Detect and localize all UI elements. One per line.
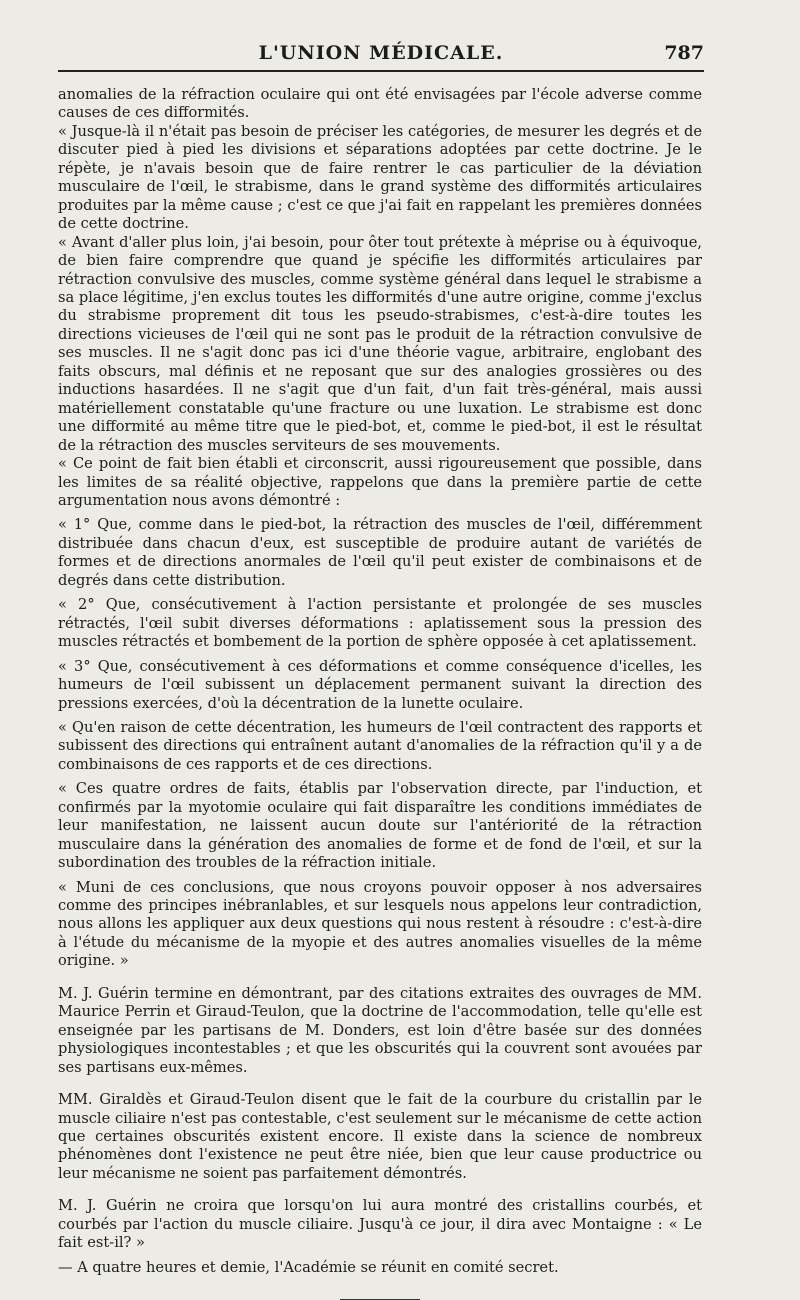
paragraph: « 3° Que, consécutivement à ces déformations et comme conséquence d'icelles, les humeurs de l'œil subissent un déplacement permanent suivant la direction des pressions exercées, d'où la décentration de la lunette oculaire. xyxy=(58,657,702,712)
page-number: 787 xyxy=(664,42,704,64)
paragraph: « Ces quatre ordres de faits, établis par l'observation directe, par l'induction, et confirmés par la myotomie oculaire qui fait disparaître les conditions immédiates de leur manifestation, ne laissent aucun doute sur l'antériorité de la rétraction musculaire dans la génération des anomalies de forme et de fond de l'œil, et sur la subordination des troubles de la réfraction initiale. xyxy=(58,780,702,872)
paragraph: « Qu'en raison de cette décentration, les humeurs de l'œil contractent des rapports et subissent des directions qui entraînent autant d'anomalies de la réfraction qu'il y a de combinaisons de ces rapports et de ces directions. xyxy=(58,718,702,773)
paragraph: « Jusque-là il n'était pas besoin de préciser les catégories, de mesurer les degrés et de discuter pied à pied les divisions et séparations adoptées par cette doctrine. Je le répète, je n'avais besoin que de faire rentrer le cas particulier de la déviation musculaire de l'œil, le strabisme, dans le grand système des difformités articulaires produites par la même cause ; c'est ce que j'ai fait en rappelant les premières données de cette doctrine. xyxy=(58,122,702,233)
body-text xyxy=(58,86,702,1300)
page-header xyxy=(58,0,704,66)
paragraph: « 2° Que, consécutivement à l'action persistante et prolongée de ses muscles rétractés, l'œil subit diverses déformations : aplatissement sous la pression des muscles rétractés et bombement de la portion de sphère opposée à cet aplatissement. xyxy=(58,596,702,651)
paragraph: anomalies de la réfraction oculaire qui ont été envisagées par l'école adverse comme causes de ces difformités. xyxy=(58,86,702,122)
running-title: L'UNION MÉDICALE. xyxy=(258,42,504,64)
paragraph: M. J. Guérin ne croira que lorsqu'on lui aura montré des cristallins courbés, et courbés par l'action du muscle ciliaire. Jusqu'à ce jour, il dira avec Montaigne : « Le fait est-il? » xyxy=(58,1197,702,1252)
paragraph: MM. Giraldès et Giraud-Teulon disent que le fait de la courbure du cristallin par le muscle ciliaire n'est pas contestable, c'est seulement sur le mécanisme de cette action que certaines obscurités existent encore. Il existe dans la science de nombreux phénomènes dont l'existence ne peut être niée, bien que leur cause productrice ou leur mécanisme ne soient pas parfaitement démontrés. xyxy=(58,1091,702,1182)
paragraph: « 1° Que, comme dans le pied-bot, la rétraction des muscles de l'œil, différemment distribuée dans chacun d'eux, est susceptible de produire autant de variétés de formes et de directions anormales de l'œil qu'il peut exister de combinaisons et de degrés dans cette distribution. xyxy=(58,516,702,589)
paragraph: « Ce point de fait bien établi et circonscrit, aussi rigoureusement que possible, dans les limites de sa réalité objective, rappelons que dans la première partie de cette argumentation nous avons démontré : xyxy=(58,455,702,509)
paragraph: « Muni de ces conclusions, que nous croyons pouvoir opposer à nos adversaires comme des principes inébranlables, et sur lesquels nous appelons leur contradiction, nous allons les appliquer aux deux questions qui nous restent à résoudre : c'est-à-dire à l'étude du mécanisme de la myopie et des autres anomalies visuelles de la même origine. » xyxy=(58,878,702,970)
paragraph: « Avant d'aller plus loin, j'ai besoin, pour ôter tout prétexte à méprise ou à équivoque, de bien faire comprendre que quand je spécifie les difformités articulaires par rétraction convulsive des muscles, comme système général dans lequel le strabisme a sa place légitime, j'en exclus toutes les difformités d'une autre origine, comme j'exclus du strabisme proprement dit tous les pseudo-strabismes, c'est-à-dire toutes les directions vicieuses de l'œil qui ne sont pas le produit de la rétraction convulsive de ses muscles. Il ne s'agit donc pas ici d'une théorie vague, arbitraire, englobant des faits obscurs, mal définis et ne reposant que sur des analogies grossières ou des inductions hasardées. Il ne s'agit que d'un fait, d'un fait très-général, mais aussi matériellement constatable qu'une fracture ou une luxation. Le strabisme est donc une difformité au même titre que le pied-bot, et, comme le pied-bot, il est le résultat de la rétraction des muscles serviteurs de ses mouvements. xyxy=(58,233,702,454)
header-rule xyxy=(58,70,704,72)
paragraph: M. J. Guérin termine en démontrant, par des citations extraites des ouvrages de MM. Maurice Perrin et Giraud-Teulon, que la doctrine de l'accommodation, telle qu'elle est enseignée par les partisans de M. Donders, est loin d'être basée sur des données physiologiques incontestables ; et que les obscurités qui la couvrent sont avouées par ses partisans eux-mêmes. xyxy=(58,984,702,1076)
paragraph: — A quatre heures et demie, l'Académie se réunit en comité secret. xyxy=(58,1258,559,1276)
